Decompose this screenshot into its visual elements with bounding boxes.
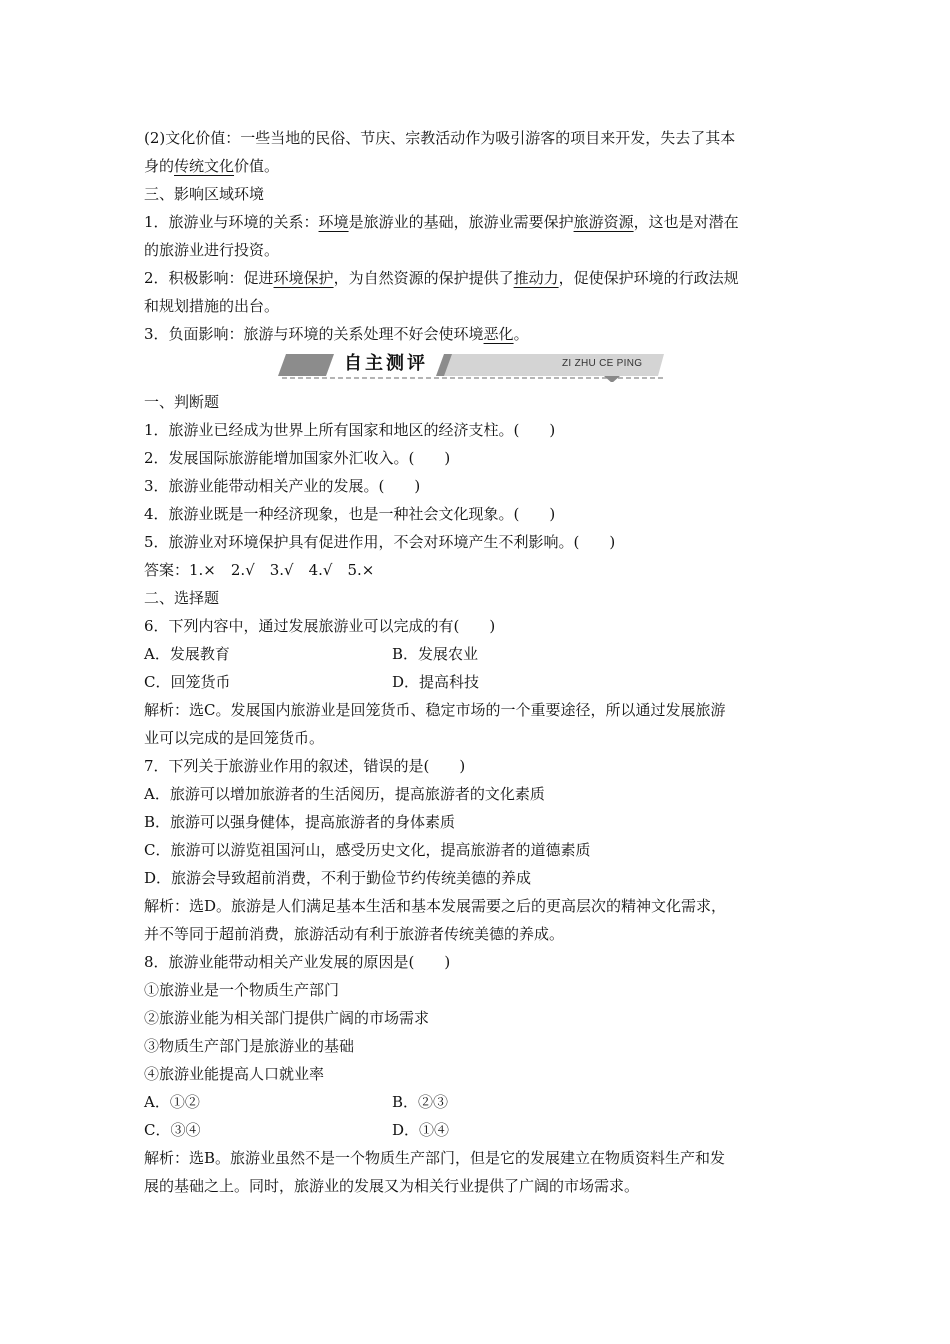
question-6-analysis-line1: 解析：选C。发展国内旅游业是回笼货币、稳定市场的一个重要途径，所以通过发展旅游	[144, 701, 726, 719]
underlined-term: 恶化	[483, 325, 514, 343]
question-6-options-row2	[144, 668, 810, 696]
option-c: C．③④	[144, 1121, 201, 1139]
option-a: A．①②	[144, 1093, 200, 1111]
underlined-term: 旅游资源	[573, 213, 634, 231]
paragraph-positive-line2: 和规划措施的出台。	[144, 297, 280, 315]
judge-item: 3．旅游业能带动相关产业的发展。( )	[144, 477, 421, 495]
underlined-term: 环境保护	[273, 269, 334, 287]
question-7-analysis-line2: 并不等同于超前消费，旅游活动有利于旅游者传统美德的养成。	[144, 925, 565, 943]
banner-chevron-icon	[604, 376, 620, 382]
banner-subtitle: ZI ZHU CE PING	[562, 358, 643, 369]
option-d: D．提高科技	[392, 673, 480, 691]
question-8-stem: 8．旅游业能带动相关产业发展的原因是( )	[144, 953, 451, 971]
paragraph-relation-line1: 1．旅游业与环境的关系：环境是旅游业的基础，旅游业需要保护旅游资源，这也是对潜在	[144, 213, 739, 231]
option-d: D．旅游会导致超前消费，不利于勤俭节约传统美德的养成	[144, 869, 532, 887]
question-8-analysis-line2: 展的基础之上。同时，旅游业的发展又为相关行业提供了广阔的市场需求。	[144, 1177, 640, 1195]
banner-graphic	[144, 352, 810, 382]
option-d: D．①④	[392, 1121, 450, 1139]
option-a: A．旅游可以增加旅游者的生活阅历，提高旅游者的文化素质	[144, 785, 545, 803]
statement-4: ④旅游业能提高人口就业率	[144, 1065, 325, 1083]
judge-item: 1．旅游业已经成为世界上所有国家和地区的经济支柱。( )	[144, 421, 556, 439]
paragraph-negative: 3．负面影响：旅游与环境的关系处理不好会使环境恶化。	[144, 325, 529, 343]
paragraph-cultural-value-line1: (2)文化价值：一些当地的民俗、节庆、宗教活动作为吸引游客的项目来开发，失去了其本	[144, 129, 736, 147]
document-page	[144, 124, 810, 1200]
statement-1: ①旅游业是一个物质生产部门	[144, 981, 340, 999]
statement-3: ③物质生产部门是旅游业的基础	[144, 1037, 355, 1055]
banner-left-stripe	[278, 354, 334, 376]
paragraph-relation-line2: 的旅游业进行投资。	[144, 241, 280, 259]
paragraph-positive-line1: 2．积极影响：促进环境保护，为自然资源的保护提供了推动力，促使保护环境的行政法规	[144, 269, 739, 287]
question-8-options-row2	[144, 1116, 810, 1144]
banner-title: 自主测评	[344, 353, 428, 374]
option-c: C．旅游可以游览祖国河山，感受历史文化，提高旅游者的道德素质	[144, 841, 591, 859]
question-6-stem: 6．下列内容中，通过发展旅游业可以完成的有( )	[144, 617, 496, 635]
question-8-options-row1	[144, 1088, 810, 1116]
judge-item: 2．发展国际旅游能增加国家外汇收入。( )	[144, 449, 451, 467]
question-6-options-row1	[144, 640, 810, 668]
section-heading-environment: 三、影响区域环境	[144, 185, 265, 203]
question-6-analysis-line2: 业可以完成的是回笼货币。	[144, 729, 325, 747]
underlined-term: 传统文化	[174, 157, 235, 175]
question-7-analysis-line1: 解析：选D。旅游是人们满足基本生活和基本发展需要之后的更高层次的精神文化需求，	[144, 897, 727, 915]
option-c: C．回笼货币	[144, 673, 231, 691]
paragraph-cultural-value-line2: 身的传统文化价值。	[144, 157, 280, 175]
question-8-analysis-line1: 解析：选B。旅游业虽然不是一个物质生产部门，但是它的发展建立在物质资料生产和发	[144, 1149, 726, 1167]
section-banner	[144, 352, 810, 382]
underlined-term: 环境	[318, 213, 349, 231]
statement-2: ②旅游业能为相关部门提供广阔的市场需求	[144, 1009, 430, 1027]
option-b: B．②③	[392, 1093, 449, 1111]
question-7-stem: 7．下列关于旅游业作用的叙述，错误的是( )	[144, 757, 466, 775]
underlined-term: 推动力	[513, 269, 559, 287]
option-b: B．旅游可以强身健体，提高旅游者的身体素质	[144, 813, 456, 831]
judge-item: 5．旅游业对环境保护具有促进作用，不会对环境产生不利影响。( )	[144, 533, 616, 551]
heading-choice: 二、选择题	[144, 589, 220, 607]
heading-judgement: 一、判断题	[144, 393, 220, 411]
option-a: A．发展教育	[144, 645, 230, 663]
judge-item: 4．旅游业既是一种经济现象，也是一种社会文化现象。( )	[144, 505, 556, 523]
judge-answer: 答案：1.× 2.√ 3.√ 4.√ 5.×	[144, 561, 375, 579]
option-b: B．发展农业	[392, 645, 479, 663]
